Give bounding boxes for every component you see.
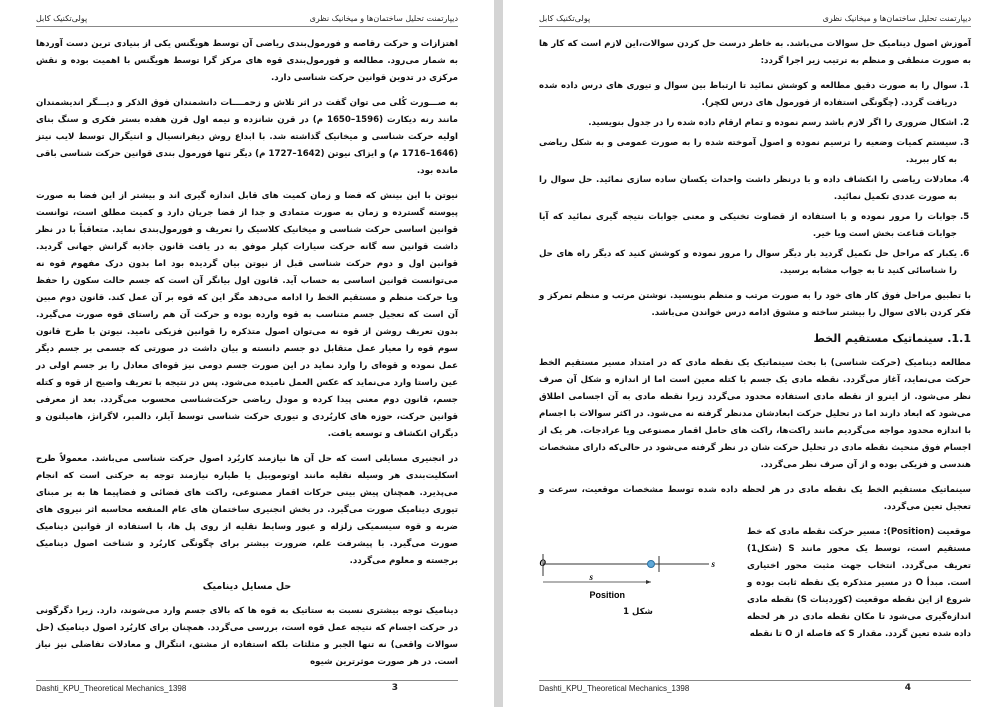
page-header <box>36 12 458 27</box>
axis-label: s <box>711 559 715 569</box>
list-item: 4. معادلات ریاضی را انکشاف داده و با درنظر داشت واحدات یکسان ساده سازی نمائید. حل سوال را به صورت عددی تکمیل نمائید. <box>539 172 957 206</box>
page-footer <box>539 680 971 695</box>
header-institution: پولی‌تکنیک کابل <box>539 14 591 23</box>
list-item: 2. اشکال ضروری را اگر لازم باشد رسم نموده و تمام ارقام داده شده را در جدول بنویسید. <box>539 115 957 132</box>
subsection-title: حل مسایل دینامیک <box>202 581 292 592</box>
page-header <box>539 12 971 27</box>
paragraph: با تطبیق مراحل فوق کار های خود را به صورت مرتب و منظم بنویسید. نوشتن مرتب و منظم تمرکز و فکر کردن بالای سوال را بیشتر ساخته و مشوق ادامه درس خواندن می‌باشد. <box>539 291 971 318</box>
paragraph: مطالعه دینامیک (حرکت شناسی) با بحث سینماتیک یک نقطه مادی که در امتداد مسیر مستقیم الخط حرکت می‌نماید، آغاز می‌گردد. نقطه مادی یک جسم با کتله معین است اما از اندازه و شکل آن صرف نظر می‌شود. از اینرو از نقطه مادی استفاده محدود می‌گردد زیرا نقطه مادی به آن اجسامی اطلاق می‌شود که ابعاد دارند اما در تحلیل حرکت ابعادشان مدنظر گرفته نه می‌شود. در اکثر سوالات با اجسام با اندازه محدود مواجه می‌گردیم مانند راکت‌ها، راکت های حامل اقمار مصنوعی ویا عرادجات. هر یک از اجسام فوق منحیث نقطه مادی در تحلیل حرکت شان در نظر گرفته می‌شود در حالی‌که دارای مشخصات هندسی و فزیکی بوده و از آن صرف نظر می‌گردد. <box>539 358 971 470</box>
list-item: 1. سوال را به صورت دقیق مطالعه و کوشش نمائید تا ارتباط بین سوال و تیوری های درس داده شده دریافت گردد. (چگونگی استفاده از فورمول های درس لکچر). <box>539 78 957 112</box>
origin-label: O <box>539 558 546 568</box>
paragraph: سینماتیک مستقیم الخط یک نقطه مادی در هر لحظه داده شده توسط مشخصات موقعیت، سرعت و تعجیل تعین می‌گردد. <box>539 485 971 512</box>
position-label: موقعیت (Position): <box>880 527 972 537</box>
page-gutter <box>494 0 503 707</box>
header-department: دیپارتمنت تحلیل ساختمان‌ها و میخانیک نظری <box>309 14 458 23</box>
page-number: 4 <box>904 683 911 693</box>
paragraph: اهتزازات و حرکت رقاصه و فورمول‌بندی ریاضی آن توسط هویگنس یکی از بنیادی ترین دست آوردها به شمار می‌رود. مطالعه و فورمول‌بندی قوه های مرکز گرا توسط هویگنس با اهمیت بوده و نقش مرکزی در تدوین قوانین حرکت شناسی دارد. <box>36 39 458 83</box>
paragraph: به صـــورت کُلی می توان گفت در اثر تلاش و زحمــــات دانشمندان فوق الذکر و دیـــگر اندیشمندان مانند رنه دیکارت (1596–1650 م) در قرن شانزده و نیمه اول قرن هفده بستر فکری و سنگ بنای اولیه حرکت شناسی و میخانیک گذاشته شد. با ابداع روش دیفرانسیال و انتیگرال توسط لایب نیتز (1646–1716 م) و ایزاک نیوتن (1642–1727 م) دیگر تنها فورمول بندی قوانین حرکت شناسی باقی مانده بود. <box>36 98 458 176</box>
section-title: 1.1. سینماتیک مستقیم الخط <box>813 332 971 345</box>
list-item: 3. سیستم کمیات وضعیه را ترسیم نموده و اصول آموخته شده را به صورت عمومی و به شکل ریاضی به کار ببرید. <box>539 135 957 169</box>
list-item: 5. جوابات را مرور نموده و با استفاده از قضاوت تخنیکی و معنی جوابات نتیجه گیری نمائید که آیا جوابات قناعت بخش است ویا خیر. <box>539 209 957 243</box>
particle <box>648 561 655 568</box>
page-4 <box>503 0 1007 707</box>
footer-course: Dashti_KPU_Theoretical Mechanics_1398 <box>36 684 187 693</box>
segment-label: s <box>589 572 593 582</box>
paragraph: نیوتن با این بینش که فضا و زمان کمیت های قابل اندازه گیری اند و بیشتر از این فضا به صورت پیوسته گسترده و زمان به صورت متمادی و جدا از فضا جریان دارد و کمیت مطلق است، توانست قوانین اساسی حرکت شناسی و میخانیک کلاسیک را تعریف و فورمول‌بندی نماید. متعاقباً با در نظر داشت قوانین سه گانه حرکت سیارات کپلر موفق به در یافت قانون جاذبه گرانش جهانی گردید. قوانین اول و دوم حرکت شناسی قبل از نیوتن بیان گردیده بود اما بدون درک مفهوم قوه نه می‌توانست قوانین اساسی به حساب آید. قانون اول بیانگر آن است که جسم حالت سکون را حفظ ویا حرکت منظم و مستقیم الخط را ادامه می‌دهد مگر این که قوه بر آن عمل کند. قانون دوم مبین آن است که تعجیل جسم متناسب به قوه وارده بوده و حرکت آن هم راستای قوه صورت می‌گیرد. بدون تعریف روشن از قوه نه می‌توان اصول متذکره را قوانین فزیکی نامید. نیوتن با طرح قانون سوم قوه را معیار عمل متقابل دو جسم دانسته و بیان داشت در صورتی که جسمی بر جسم دیگر عمل نموده و قوه‌ای را وارد نماید در این صورت جسم دومی نیز قوه‌ای معادل را بر جسم اولی در عین راستا وارد می‌نماید که عکس العمل نامیده می‌شود. پس در نتیجه با تعریف واضیح از قوه و کتله جسم، قانون دوم معنی پیدا کرده و مودل ریاضی حرکت‌شناسی محسوب می‌گردد. بعد از معرفی قوانین حرکت، حوزه های کاربُردی و تیوری حرکت شناسی توسط آیلر، دالمبر، لاگرانژ، هامیلتون و دیگران انکشاف و توسعه یافت. <box>36 191 458 439</box>
arrow-head-icon <box>646 580 651 584</box>
header-institution: پولی‌تکنیک کابل <box>36 14 88 23</box>
list-item: 6. یکبار که مراحل حل تکمیل گردید بار دیگر سوال را مرور نموده و کوشش کنید که دیگر راه های حل را شناسائی کنید تا به جواب مشابه برسید. <box>539 246 957 280</box>
page-4-body <box>539 36 971 651</box>
page-3-body <box>36 36 458 679</box>
page-3 <box>0 0 494 707</box>
page-footer <box>36 680 458 695</box>
position-text: مسیر حرکت نقطه مادی که خط مستقیم است، توسط یک محور مانند S (شکل1) تعریف می‌گردد. انتخاب جهت مثبت محور اختیاری است. مبدأ O در مسیر متذکره یک نقطه ثابت بوده و شروع از این نقطه موقعیت (کوردینات S) نقطه مادی اندازه‌گیری می‌شود تا مکان نقطه مادی در هر لحظه داده شده تعین گردد. مقدار S که فاصله از O تا نقطه <box>747 527 971 639</box>
paragraph: در انجنیری مسایلی است که حل آن ها نیازمند کاربُرد اصول حرکت شناسی می‌باشد. معمولاً طرح اسکلیت‌بندی هر وسیله نقلیه مانند اوتوموبیل یا طیاره نیازمند توجه به حرکتی است که انجام می‌پذیرد. همچنان پیش بینی حرکات اقمار مصنوعی، راکت های فضائی و فضاپیما ها به بر مبنای تیوری دینامیک صورت می‌گیرد. در بخش انجنیری ساختمان های عام المنفعه محاسبه اثر نیروی های ضربه و قوه سیسمیکی زلزله و عبور وسایط نقلیه از روی پل ها، با استفاده از قوانین دینامیک صورت می‌گیرد. با پیشرفت علم، ضرورت بیشتر برای چگونگی کاربُرد و شناخت اصول دینامیک برجسته و معلوم می‌گردد. <box>36 454 458 566</box>
paragraph: دینامیک توجه بیشتری نسبت به ستاتیک به قوه ها که بالای جسم وارد می‌شوند، دارد. زیرا دگرگونی در حرکت اجسام که نتیجه عمل قوه است، بررسی می‌گردد. همچنان برای کاربُرد اصول دینامیک (حل سوالات واقعی) نه تنها الجبر و مثلثات بلکه استفاده از مشتق، انتگرال و معادلات تفاضلی نیز نیاز است. در هر صورت موثرترین شیوه <box>36 606 458 667</box>
solution-steps <box>539 78 971 280</box>
position-diagram <box>539 530 737 602</box>
figure-number: شکل 1 <box>623 607 653 617</box>
footer-course: Dashti_KPU_Theoretical Mechanics_1398 <box>539 684 690 693</box>
page-number: 3 <box>391 683 398 693</box>
paragraph: آموزش اصول دینامیک حل سوالات می‌باشد. به خاطر درست حل کردن سوالات،این لازم است که کار ها به صورت منطقی و منظم به ترتیب زیر اجرا گردد: <box>539 39 971 66</box>
figure-1 <box>539 530 737 621</box>
figure-caption: Position <box>589 590 625 600</box>
header-department: دیپارتمنت تحلیل ساختمان‌ها و میخانیک نظری <box>822 14 971 23</box>
